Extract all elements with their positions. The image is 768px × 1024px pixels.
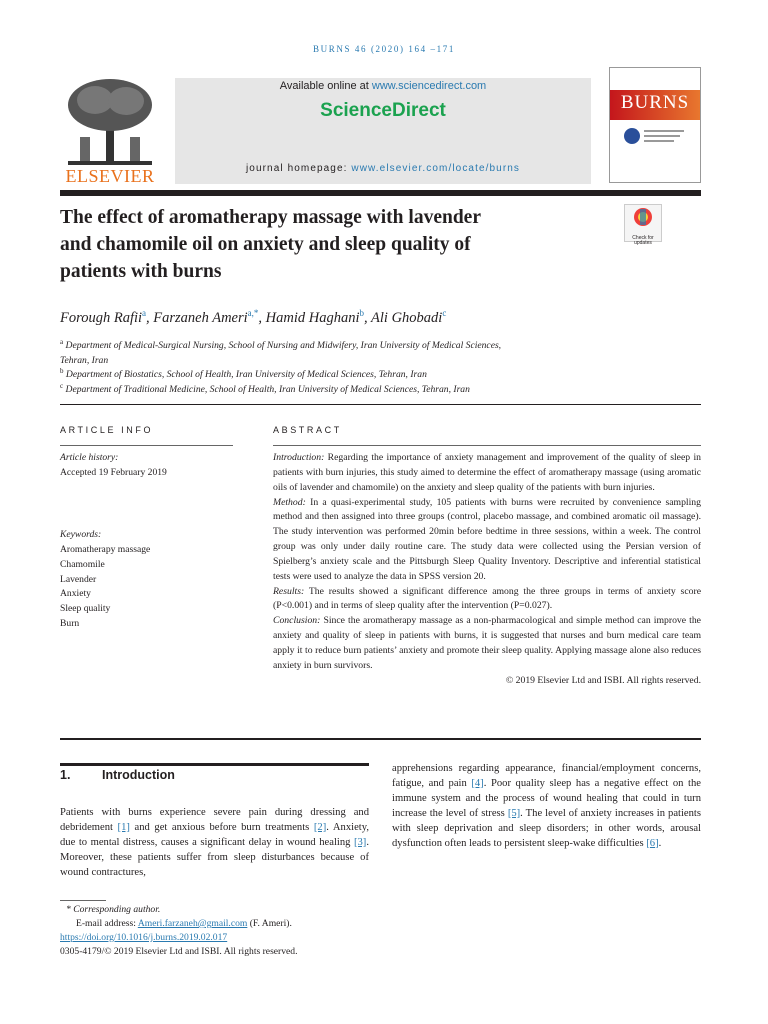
author-list: Forough Rafii$^a$, Farzaneh Ameri$^{a,*}$, Hamid Haghani$^b$, Ali Ghobadi$^c$ <box>60 308 447 326</box>
available-online: Available online at www.sciencedirect.com <box>279 80 487 92</box>
abstract-heading: ABSTRACT <box>273 425 342 435</box>
issn-note: 0305-4179/© 2019 Elsevier Ltd and ISBI. All rights reserved. <box>60 946 298 957</box>
introduction-heading: 1. Introduction <box>60 768 175 782</box>
running-head: BURNS 46 (2020) 164 –171 <box>313 44 455 54</box>
divider <box>60 404 701 405</box>
divider <box>60 445 233 446</box>
sciencedirect-logo: ScienceDirect <box>320 100 446 121</box>
cover-emblem-icon <box>620 126 690 146</box>
keyword: Anxiety <box>60 588 91 600</box>
keyword: Aromatherapy massage <box>60 544 151 555</box>
check-for-updates-button[interactable]: Check for updates <box>624 204 662 242</box>
elsevier-wordmark: ELSEVIER <box>65 166 155 186</box>
corresponding-note: * Corresponding author. <box>66 904 161 915</box>
section-rule <box>60 763 369 766</box>
author[interactable]: Ali Ghobadi <box>371 309 443 326</box>
divider <box>60 738 701 740</box>
abstract-copyright: © 2019 Elsevier Ltd and ISBI. All rights reserved. <box>505 674 701 686</box>
intro-left-column: Patients with burns experience severe pain during dressing and debridement [1] and get anxious before burn treatments [2]. Anxiety, due to mental distress, causes a significant delay in wound healing [3]. Moreover, these patients suffer from sleep disturbances because of wound contractures, <box>60 807 369 878</box>
author[interactable]: Hamid Haghani <box>265 309 360 326</box>
citation-link[interactable]: [4] <box>471 777 484 789</box>
keyword: Chamomile <box>60 558 105 570</box>
accepted-date: Accepted 19 February 2019 <box>60 467 167 478</box>
doi-link[interactable]: https://doi.org/10.1016/j.burns.2019.02.017 <box>60 932 228 943</box>
history-label: Article history: <box>60 452 119 463</box>
affiliation: $^a$ Department of Medical-Surgical Nursing, School of Nursing and Midwifery, Iran University of Medical Sciences, Tehran, Iran <box>60 338 502 366</box>
author[interactable]: Forough Rafii <box>60 309 143 326</box>
journal-homepage: journal homepage: www.elsevier.com/locate/burns <box>245 163 521 174</box>
email-note: E-mail address: Ameri.farzaneh@gmail.com (F. Ameri). <box>76 918 292 929</box>
cover-title: BURNS <box>620 92 690 113</box>
journal-cover <box>609 67 701 183</box>
citation-link[interactable]: [5] <box>507 807 521 819</box>
keyword: Sleep quality <box>60 603 111 615</box>
author[interactable]: Farzaneh Ameri <box>153 309 248 326</box>
affiliation: $^b$ Department of Biostatics, School of Health, Iran University of Medical Sciences, Tehran, Iran <box>60 367 427 381</box>
article-title: The effect of aromatherapy massage with lavender and chamomile oil on anxiety and sleep quality of patients with burns <box>60 207 481 282</box>
doi-note <box>60 931 227 945</box>
email-link[interactable]: Ameri.farzaneh@gmail.com <box>137 918 248 929</box>
abstract-body: Introduction: Regarding the importance of anxiety management and improvement of the quality of sleep in patients with burn injuries, this study aimed to determine the effect of aromatherapy massage (using aromatic oils of lavender and chamomile) on the anxiety and sleep quality of the patients with burn injuries. Method: In a quasi-experimental study, 105 patients with burns were recruited by convenience sampling method and then assigned into three groups (control, placebo massage, and combined aromatic oil massage). The study intervention was performed 20min before bedtime in three sessions, within a week. The control group was only under daily routine care. The study data were collected using the Persian version of Spielberg’s anxiety scale and the Pittsburgh Sleep Quality Inventory. Descriptive and inferential statistical tests were used to analyze the data in SPSS version 20. Results: The results showed a significant difference among the three groups in terms of anxiety score (P<0.001) and in terms of sleep quality after the intervention (P=0.027). Conclusion: Since the aromatherapy massage as a non-pharmacological and simple method can improve the anxiety and quality of sleep in patients with burns, it is suggested that nurses and burn medical care team apply it to reduce burn patients’ anxiety and promote their sleep quality. Applying massage alone also reduces anxiety in burn survivors. © 2019 Elsevier Ltd and ISBI. All rights reserved. <box>273 451 701 689</box>
header-rule <box>60 190 701 196</box>
sciencedirect-link[interactable]: www.sciencedirect.com <box>371 80 487 92</box>
keywords-label: Keywords: <box>60 529 102 540</box>
footnote-rule <box>60 900 106 901</box>
article-info-heading: ARTICLE INFO <box>60 425 154 435</box>
journal-homepage-link[interactable]: www.elsevier.com/locate/burns <box>351 163 521 174</box>
affiliation: $^c$ Department of Traditional Medicine, School of Health, Iran University of Medical Sciences, Tehran, Iran <box>60 382 470 396</box>
keyword: Burn <box>60 617 80 629</box>
citation-link[interactable]: [6] <box>646 837 659 849</box>
intro-right-column: apprehensions regarding appearance, financial/employment concerns, fatigue, and pain [4]. Poor quality sleep has a negative effect on the immune system and the process of wound healing that could in turn increase the level of stress [5]. The level of anxiety increases in patients with sleep deprivation and sleep disorders; in other words, arousal dysfunction often leads to persistent sleep-wake difficulties [6]. <box>392 763 701 849</box>
citation-link[interactable]: [1] <box>117 821 130 833</box>
divider <box>273 445 701 446</box>
crossmark-icon <box>625 205 661 231</box>
keyword-list <box>60 543 150 632</box>
keyword: Lavender <box>60 573 97 585</box>
citation-link[interactable]: [2] <box>313 821 327 833</box>
citation-link[interactable]: [3] <box>353 836 367 848</box>
